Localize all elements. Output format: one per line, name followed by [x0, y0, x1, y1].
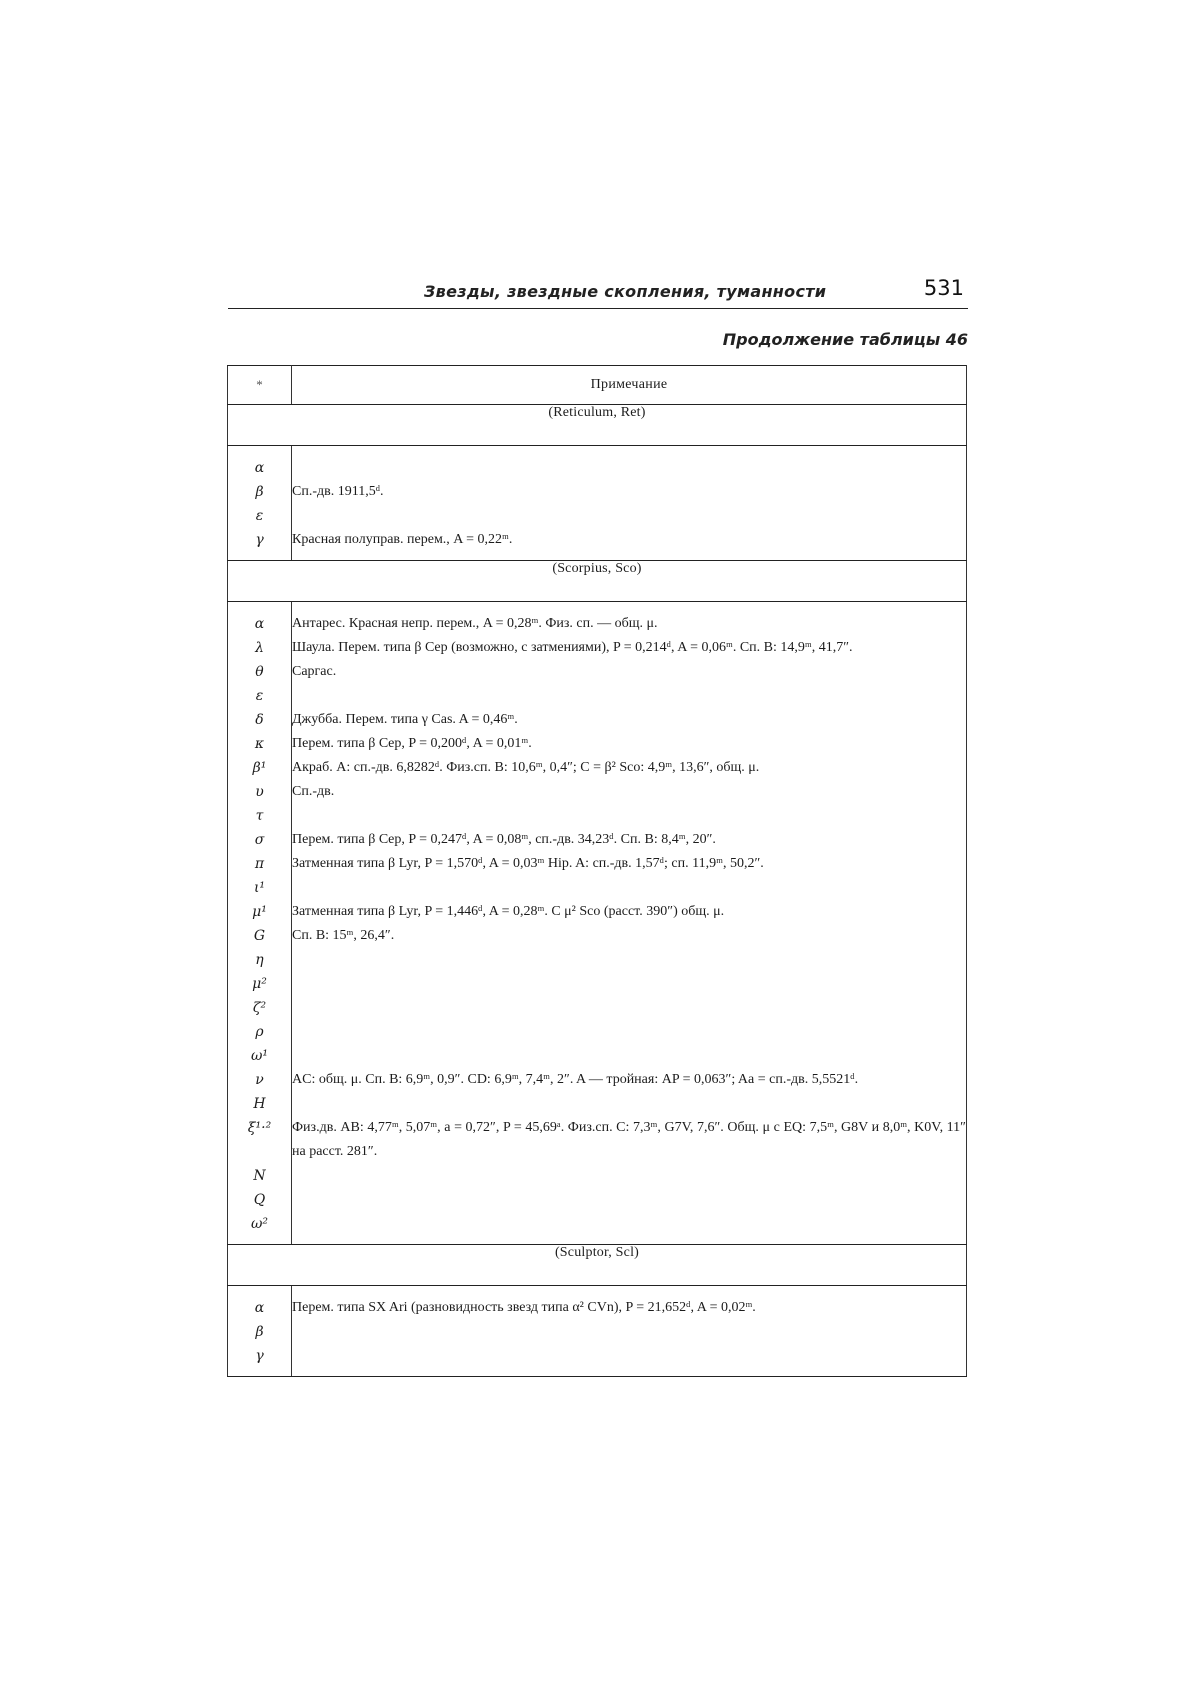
star-note: Саргас. — [292, 660, 967, 684]
star-designation: α — [228, 446, 292, 481]
star-note — [292, 1044, 967, 1068]
star-note: Затменная типа β Lyr, P = 1,446ᵈ, A = 0,28ᵐ. С μ² Sco (расст. 390″) общ. μ. — [292, 900, 967, 924]
star-designation: κ — [228, 732, 292, 756]
table-row — [228, 1188, 967, 1212]
star-note — [292, 996, 967, 1020]
star-designation: H — [228, 1092, 292, 1116]
table-row — [228, 1212, 967, 1245]
star-note: Перем. типа β Cep, P = 0,247ᵈ, A = 0,08ᵐ, сп.-дв. 34,23ᵈ. Сп. B: 8,4ᵐ, 20″. — [292, 828, 967, 852]
star-designation: γ — [228, 528, 292, 561]
table-row — [228, 852, 967, 876]
star-designation: Q — [228, 1188, 292, 1212]
star-designation: ω¹ — [228, 1044, 292, 1068]
star-designation: ρ — [228, 1020, 292, 1044]
star-designation: β¹ — [228, 756, 292, 780]
star-designation: G — [228, 924, 292, 948]
star-note — [292, 1092, 967, 1116]
star-designation: τ — [228, 804, 292, 828]
table-row — [228, 948, 967, 972]
star-note: Антарес. Красная непр. перем., A = 0,28ᵐ. Физ. сп. — общ. μ. — [292, 602, 967, 637]
star-note — [292, 1344, 967, 1377]
table-body — [228, 405, 967, 1377]
table-row — [228, 1286, 967, 1321]
star-note — [292, 972, 967, 996]
star-designation: β — [228, 1320, 292, 1344]
column-header-note: Примечание — [292, 366, 967, 405]
table-row — [228, 446, 967, 481]
star-designation: η — [228, 948, 292, 972]
star-designation: σ — [228, 828, 292, 852]
star-note: Акраб. A: сп.-дв. 6,8282ᵈ. Физ.сп. B: 10,6ᵐ, 0,4″; C = β² Sco: 4,9ᵐ, 13,6″, общ. μ. — [292, 756, 967, 780]
table-row — [228, 480, 967, 504]
star-notes-table — [227, 365, 967, 1377]
star-note: Сп.-дв. — [292, 780, 967, 804]
star-designation: ε — [228, 504, 292, 528]
star-note — [292, 876, 967, 900]
star-designation: δ — [228, 708, 292, 732]
star-designation: υ — [228, 780, 292, 804]
table-row — [228, 684, 967, 708]
star-designation: ξ¹·² — [228, 1116, 292, 1164]
star-note — [292, 1320, 967, 1344]
table-row — [228, 708, 967, 732]
star-designation: ε — [228, 684, 292, 708]
star-note — [292, 1020, 967, 1044]
star-designation: λ — [228, 636, 292, 660]
table-row — [228, 828, 967, 852]
constellation-section-row — [228, 1245, 967, 1286]
table-row — [228, 660, 967, 684]
table-row — [228, 1320, 967, 1344]
star-designation: ν — [228, 1068, 292, 1092]
table-row — [228, 1116, 967, 1164]
constellation-header: (Reticulum, Ret) — [228, 405, 967, 446]
star-note: AC: общ. μ. Сп. B: 6,9ᵐ, 0,9″. CD: 6,9ᵐ, 7,4ᵐ, 2″. A — тройная: AP = 0,063″; Aa = сп.-дв. 5,5521ᵈ. — [292, 1068, 967, 1092]
star-note — [292, 1164, 967, 1188]
star-note — [292, 1188, 967, 1212]
star-note: Перем. типа β Cep, P = 0,200ᵈ, A = 0,01ᵐ. — [292, 732, 967, 756]
column-header-star: * — [228, 366, 292, 405]
star-note: Джубба. Перем. типа γ Cas. A = 0,46ᵐ. — [292, 708, 967, 732]
star-note: Красная полуправ. перем., A = 0,22ᵐ. — [292, 528, 967, 561]
table-row — [228, 1068, 967, 1092]
star-note: Перем. типа SX Ari (разновидность звезд типа α² CVn), P = 21,652ᵈ, A = 0,02ᵐ. — [292, 1286, 967, 1321]
star-note: Сп. B: 15ᵐ, 26,4″. — [292, 924, 967, 948]
running-title: Звезды, звездные скопления, туманности — [424, 282, 827, 301]
page-number: 531 — [923, 276, 964, 300]
table-row — [228, 972, 967, 996]
star-designation: ω² — [228, 1212, 292, 1245]
table-header-row — [228, 366, 967, 405]
star-note — [292, 684, 967, 708]
table-row — [228, 804, 967, 828]
star-designation: N — [228, 1164, 292, 1188]
table-row — [228, 924, 967, 948]
star-designation: α — [228, 602, 292, 637]
table-row — [228, 1092, 967, 1116]
table-row — [228, 876, 967, 900]
constellation-header: (Sculptor, Scl) — [228, 1245, 967, 1286]
table-row — [228, 636, 967, 660]
star-note: Затменная типа β Lyr, P = 1,570ᵈ, A = 0,03ᵐ Hip. A: сп.-дв. 1,57ᵈ; сп. 11,9ᵐ, 50,2″. — [292, 852, 967, 876]
constellation-section-row — [228, 405, 967, 446]
table-row — [228, 780, 967, 804]
table-row — [228, 602, 967, 637]
star-note: Физ.дв. AB: 4,77ᵐ, 5,07ᵐ, a = 0,72″, P = 45,69ᵃ. Физ.сп. C: 7,3ᵐ, G7V, 7,6″. Общ. μ с EQ: 7,5ᵐ, G8V и 8,0ᵐ, K0V, 11″ на расст. 281″. — [292, 1116, 967, 1164]
star-designation: μ² — [228, 972, 292, 996]
star-note: Сп.-дв. 1911,5ᵈ. — [292, 480, 967, 504]
table-continuation-label: Продолжение таблицы 46 — [722, 330, 968, 349]
star-designation: μ¹ — [228, 900, 292, 924]
table-row — [228, 528, 967, 561]
running-head — [228, 276, 968, 309]
table-row — [228, 1164, 967, 1188]
star-designation: ζ² — [228, 996, 292, 1020]
table-row — [228, 1020, 967, 1044]
star-note — [292, 804, 967, 828]
table-row — [228, 1344, 967, 1377]
table-row — [228, 756, 967, 780]
table-row — [228, 996, 967, 1020]
constellation-header: (Scorpius, Sco) — [228, 561, 967, 602]
star-designation: γ — [228, 1344, 292, 1377]
star-designation: θ — [228, 660, 292, 684]
table-row — [228, 1044, 967, 1068]
star-note: Шаула. Перем. типа β Cep (возможно, с затмениями), P = 0,214ᵈ, A = 0,06ᵐ. Сп. B: 14,9ᵐ, 41,7″. — [292, 636, 967, 660]
star-designation: α — [228, 1286, 292, 1321]
star-note — [292, 504, 967, 528]
table-row — [228, 900, 967, 924]
star-note — [292, 1212, 967, 1245]
table-row — [228, 504, 967, 528]
star-designation: ι¹ — [228, 876, 292, 900]
star-designation: β — [228, 480, 292, 504]
star-note — [292, 948, 967, 972]
star-note — [292, 446, 967, 481]
table-row — [228, 732, 967, 756]
star-designation: π — [228, 852, 292, 876]
constellation-section-row — [228, 561, 967, 602]
